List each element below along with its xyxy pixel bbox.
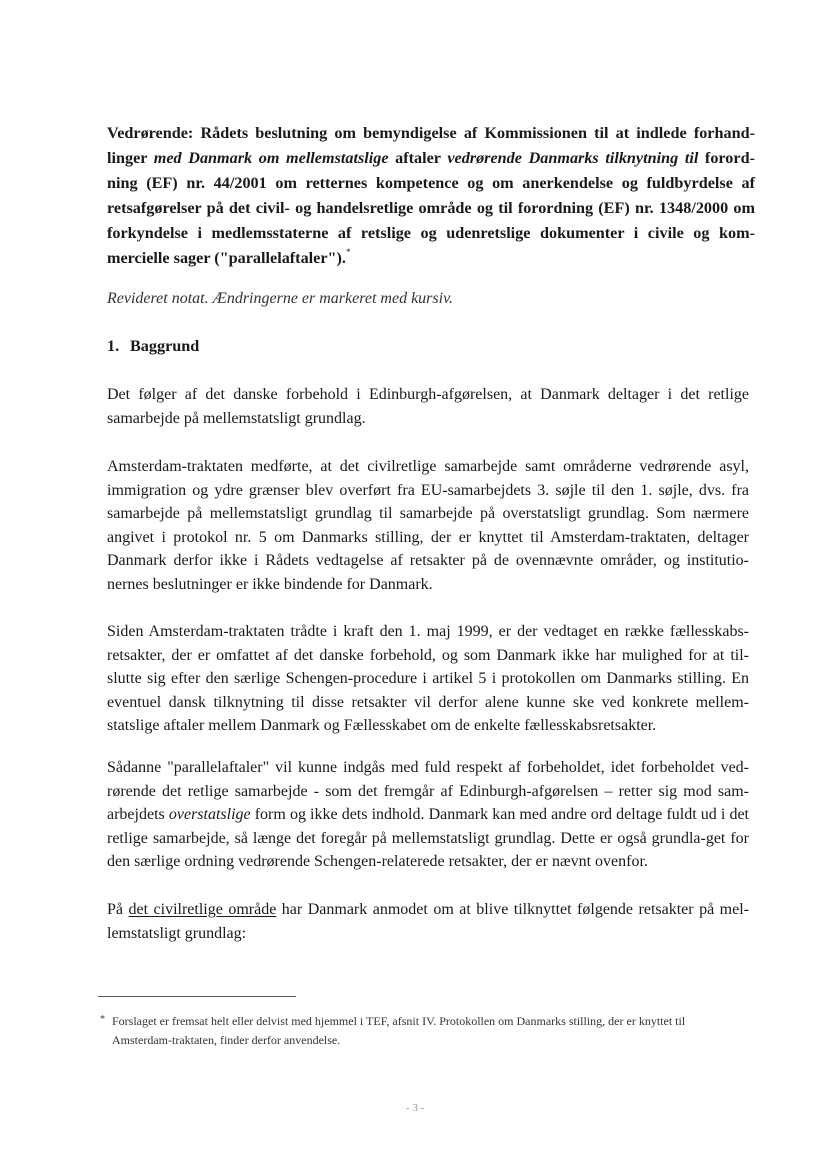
title-part-3: forord-ning (EF) nr. 44/2001 om retternes kompetence og om anerkendelse og fuldbyrdelse af retsafgørelser på det civil- og handelsretlige område og til forordning (EF) nr. 1348/2000 om forkyndelse i medlemsstaterne af retslige og udenretslige dokumenter i civile og kom-mercielle sager ("parallelaftaler"). [107, 149, 755, 267]
footnote [100, 1012, 732, 1050]
title-part-2: aftaler [388, 149, 448, 167]
footnote-divider [98, 996, 296, 997]
footnote-marker: * [100, 1014, 105, 1025]
footnote-reference: * [345, 247, 351, 257]
paragraph-5-part-2: har Danmark anmodet om at blive tilknyttet følgende retsakter på mel-lemstatsligt grundlag: [107, 901, 750, 942]
paragraph-4-part-2: form og ikke dets indhold. Danmark kan med andre ord deltage fuldt ud i det retlige samarbejde, så længe det foregår på mellemstatsligt grundlag. Dette er også grundla-get for den særlige ordning vedrørende Schengen-relaterede retsakter, der er nævnt ovenfor. [107, 806, 749, 870]
title-part-1: Vedrørende: Rådets beslutning om bemyndigelse af Kommissionen til at indlede forhand-linger [107, 124, 755, 167]
paragraph-1: Det følger af det danske forbehold i Edinburgh-afgørelsen, at Danmark deltager i det retlige samarbejde på mellemstatsligt grundlag. [107, 386, 749, 427]
paragraph-2: Amsterdam-traktaten medførte, at det civilretlige samarbejde samt områderne vedrørende asyl, immigration og ydre grænser blev overført fra EU-samarbejdets 3. søjle til den 1. søjle, dvs. fra samarbejde på mellemstatsligt grundlag til samarbejde på overstatsligt grundlag. Som nærmere angivet i protokol nr. 5 om Danmarks stilling, der er knyttet til Amsterdam-traktaten, deltager Danmark derfor ikke i Rådets vedtagelse af retsakter på de ovennævnte områder, og institutio-nernes beslutninger er ikke bindende for Danmark. [107, 458, 749, 593]
paragraph-5 [107, 898, 749, 945]
section-number: 1. [107, 337, 120, 355]
paragraph-3: Siden Amsterdam-traktaten trådte i kraft den 1. maj 1999, er der vedtaget en række fællesskabs-retsakter, der er omfattet af det danske forbehold, og som Danmark ikke har mulighed for at til-slutte sig efter den særlige Schengen-procedure i artikel 5 i protokollen om Danmarks stilling. En eventuel dansk tilknytning til disse retsakter vil derfor alene kunne ske ved konkrete mellem-statslige aftaler mellem Danmark og Fællesskabet om de enkelte fællesskabsretsakter. [107, 623, 749, 734]
title-italic-2: vedrørende Danmarks tilknytning til [447, 149, 699, 167]
footnote-text: Forslaget er fremsat helt eller delvist med hjemmel i TEF, afsnit IV. Protokollen om Danmarks stilling, der er knyttet til Amsterdam-traktaten, finder derfor anvendelse. [112, 1014, 686, 1047]
paragraph-5-part-1: På [107, 901, 129, 918]
page-number: - 3 - [406, 1102, 425, 1114]
title-italic-1: med Danmark om mellemstatslige [153, 149, 389, 167]
section-heading [107, 335, 199, 357]
paragraph-4-part-1: Sådanne "parallelaftaler" vil kunne indgås med fuld respekt af forbeholdet, idet forbeholdet ved-rørende det retlige samarbejde - som det fremgår af Edinburgh-afgørelsen – retter sig mod sam-arbejdets [107, 759, 749, 823]
paragraph-5-underlined: det civilretlige område [128, 901, 277, 918]
paragraph-4-italic: overstatslige [168, 806, 251, 823]
paragraph-4 [107, 756, 749, 874]
document-title [107, 121, 755, 271]
section-title: Baggrund [130, 337, 200, 355]
revised-note: Revideret notat. Ændringerne er markeret med kursiv. [107, 290, 453, 307]
